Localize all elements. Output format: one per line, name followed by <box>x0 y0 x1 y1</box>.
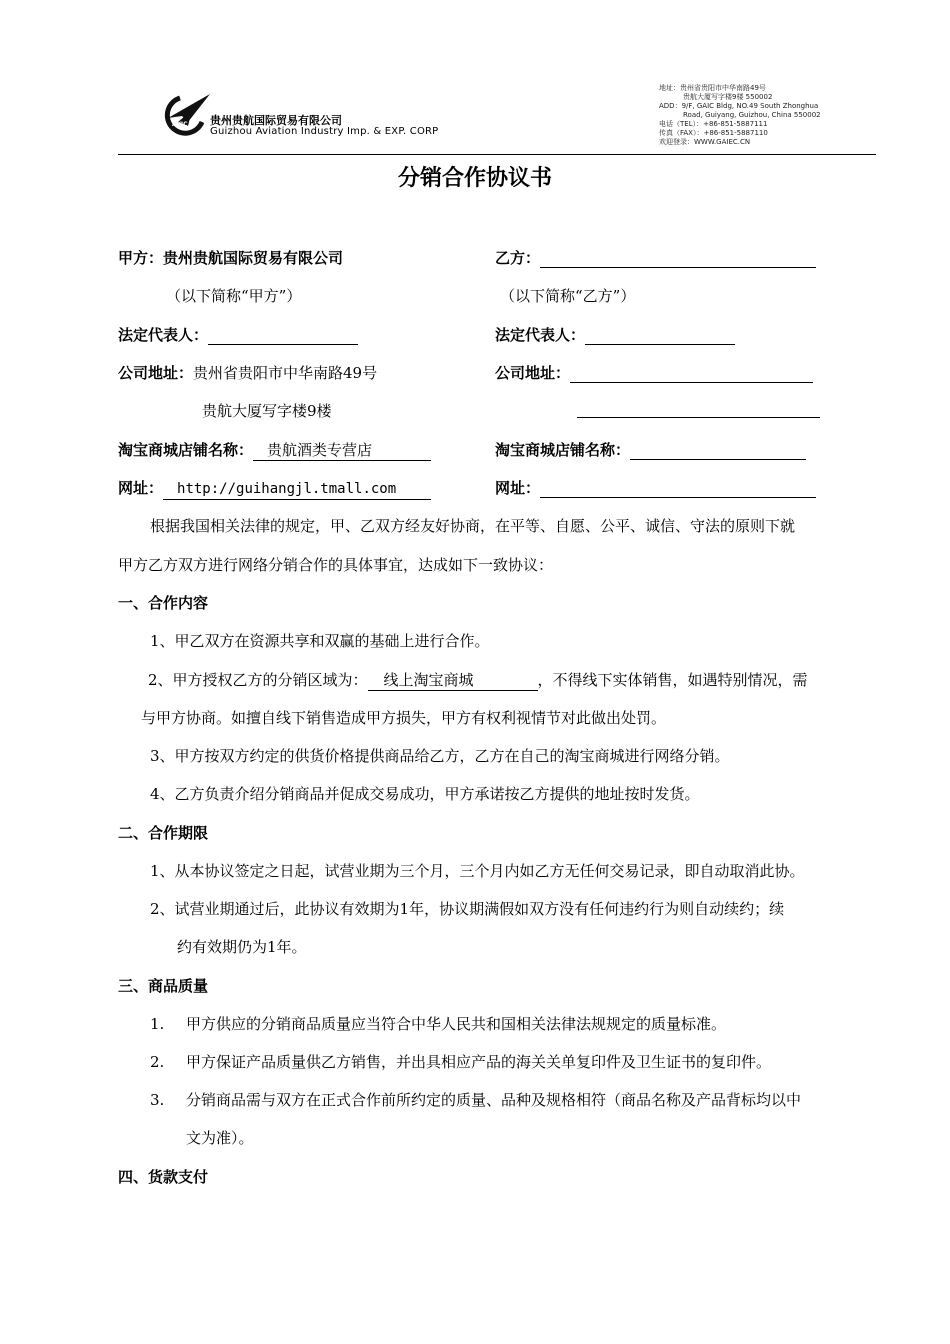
party-b-alias: （以下简称“乙方”） <box>500 287 636 305</box>
section-3-item-2 <box>150 1052 771 1072</box>
section-3-item-1-text: 甲方供应的分销商品质量应当符合中华人民共和国相关法律法规规定的质量标准。 <box>186 1015 727 1033</box>
intro-line-2: 甲方乙方双方进行网络分销合作的具体事宜，达成如下一致协议： <box>118 556 554 574</box>
section-3-item-1 <box>150 1014 726 1034</box>
party-b-name-blank <box>540 251 816 268</box>
contact-tel: 电话（TEL）：+86-851-5887111 <box>659 120 768 128</box>
party-a-address-line1: 贵州省贵阳市中华南路49号 <box>193 364 378 382</box>
party-a-name: 贵州贵航国际贸易有限公司 <box>163 249 344 267</box>
header-divider <box>118 154 876 155</box>
contact-address-en-2: Road, Guiyang, Guizhou, China 550002 <box>683 111 821 119</box>
url-label: 网址： <box>118 479 164 497</box>
shop-label: 淘宝商城店铺名称： <box>118 441 254 459</box>
section-3-item-3-cont: 文为准）。 <box>186 1129 254 1147</box>
intro-line-1: 根据我国相关法律的规定，甲、乙双方经友好协商，在平等、自愿、公平、诚信、守法的原则下就 <box>150 517 796 535</box>
party-a-url-value[interactable]: http://guihangjl.tmall.com <box>163 479 431 500</box>
party-b-url-blank <box>540 481 816 498</box>
contact-address-en: ADD：9/F, GAIC Bldg, NO.49 South Zhonghua <box>659 102 819 110</box>
legal-rep-label: 法定代表人： <box>118 326 209 344</box>
company-logo <box>158 92 214 140</box>
party-a-legal-rep <box>118 325 358 345</box>
contact-website: 欢迎登录：WWW.GAIEC.CN <box>659 138 751 146</box>
section-2-heading: 二、合作期限 <box>118 824 209 842</box>
section-1-item-2-prefix: 2、甲方授权乙方的分销区域为： <box>148 671 368 689</box>
section-1-item-1: 1、甲乙双方在资源共享和双赢的基础上进行合作。 <box>150 632 490 650</box>
party-b-legal-rep <box>495 325 735 345</box>
section-3-item-2-text: 甲方保证产品质量供乙方销售，并出具相应产品的海关关单复印件及卫生证书的复印件。 <box>186 1053 772 1071</box>
party-b-address-blank-2 <box>577 417 820 418</box>
section-3-item-3 <box>150 1090 801 1110</box>
party-a-url <box>118 478 431 500</box>
contact-fax: 传真（FAX）：+86-851-5887110 <box>659 129 768 137</box>
distribution-region: 线上淘宝商城 <box>368 670 538 691</box>
section-1-item-2-cont: 与甲方协商。如擅自线下销售造成甲方损失，甲方有权利视情节对此做出处罚。 <box>141 709 667 727</box>
party-a-line <box>118 248 343 268</box>
contact-address-cn: 地址：贵州省贵阳市中华南路49号 <box>659 84 766 92</box>
section-1-item-3: 3、甲方按双方约定的供货价格提供商品给乙方，乙方在自己的淘宝商城进行网络分销。 <box>150 747 730 765</box>
party-a-alias: （以下简称“甲方”） <box>166 287 302 305</box>
section-3-item-3-num: 3. <box>150 1091 165 1109</box>
party-b-url <box>495 478 816 498</box>
party-b-shop <box>495 440 806 460</box>
avic-logo-icon <box>158 92 214 140</box>
party-a-shop <box>118 440 431 461</box>
section-1-heading: 一、合作内容 <box>118 594 209 612</box>
contact-block <box>659 84 859 147</box>
contact-address-cn-2: 贵航大厦写字楼9楼 550002 <box>683 93 773 101</box>
section-3-item-1-num: 1. <box>150 1015 165 1033</box>
section-2-item-2: 2、试营业期通过后，此协议有效期为1年，协议期满假如双方没有任何违约行为则自动续约；续 <box>150 900 785 918</box>
section-3-item-3-text: 分销商品需与双方在正式合作前所约定的质量、品种及规格相符（商品名称及产品背标均以中 <box>186 1091 802 1109</box>
company-name-en: Guizhou Aviation Industry Imp. & EXP. CORP <box>210 126 439 137</box>
party-a-label: 甲方： <box>118 249 164 267</box>
section-1-item-2-suffix: ，不得线下实体销售，如遇特别情况，需 <box>537 671 808 689</box>
party-b-label: 乙方： <box>495 249 541 267</box>
section-2-item-1: 1、从本协议签定之日起，试营业期为三个月，三个月内如乙方无任何交易记录，即自动取消此协。 <box>150 862 805 880</box>
company-name-cn: 贵州贵航国际贸易有限公司 <box>210 114 342 127</box>
url-label-b: 网址： <box>495 479 541 497</box>
address-label: 公司地址： <box>118 364 194 382</box>
section-2-item-2-cont: 约有效期仍为1年。 <box>177 938 307 956</box>
section-1-item-4: 4、乙方负责介绍分销商品并促成交易成功，甲方承诺按乙方提供的地址按时发货。 <box>150 785 700 803</box>
shop-label-b: 淘宝商城店铺名称： <box>495 441 631 459</box>
section-3-heading: 三、商品质量 <box>118 977 209 995</box>
logo-text: AVIC <box>172 121 188 128</box>
party-a-shop-name: 贵航酒类专营店 <box>253 440 431 461</box>
address-label-b: 公司地址： <box>495 364 571 382</box>
party-b-line <box>495 248 816 268</box>
party-a-address <box>118 363 377 383</box>
party-b-shop-blank <box>630 443 806 460</box>
party-a-address-line2: 贵航大厦写字楼9楼 <box>202 402 332 420</box>
party-b-address-blank-1 <box>570 366 813 383</box>
section-4-heading: 四、货款支付 <box>118 1168 209 1186</box>
party-a-legal-rep-blank <box>208 328 358 345</box>
party-b-address <box>495 363 813 383</box>
section-3-item-2-num: 2. <box>150 1053 165 1071</box>
legal-rep-label-b: 法定代表人： <box>495 326 586 344</box>
section-1-item-2 <box>148 670 808 691</box>
party-b-legal-rep-blank <box>585 328 735 345</box>
document-title: 分销合作协议书 <box>397 166 552 191</box>
